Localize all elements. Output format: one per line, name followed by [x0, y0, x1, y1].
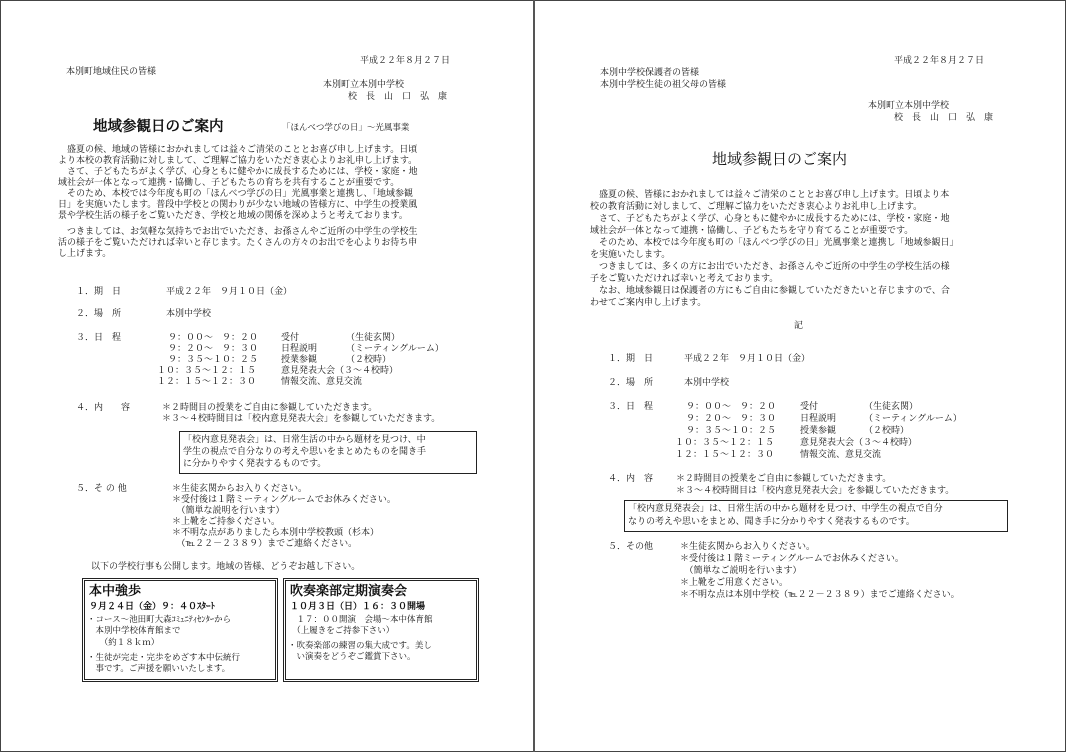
right-body-line: 子をご覧いただければ幸いと考えております。 — [590, 274, 779, 284]
other-line: ＊生徒玄関からお入りください。 — [680, 542, 816, 552]
schedule-time: ９：２０～ ９：３０ — [686, 414, 777, 424]
left-addressee: 本別町地域住民の皆様 — [66, 67, 157, 77]
other-line: （簡単な説明を行います） — [172, 506, 285, 516]
left-content-line: ＊２時間目の授業をご自由に参観していただきます。 — [162, 403, 378, 413]
schedule-note: （２校時） — [864, 426, 910, 436]
right-body-line: 域社会が一体となって連携・協働し、子どもたちを守り育てることが重要です。 — [590, 226, 914, 236]
schedule-time: ９：３５～１０：２５ — [168, 355, 259, 365]
schedule-desc: 受付 — [281, 333, 300, 343]
right-sender-principal: 校 長 山 口 弘 康 — [894, 113, 994, 123]
schedule-desc: 日程説明 — [800, 414, 837, 424]
note-line: 「校内意見発表会」は、日常生活の中から題材を見つけ、中 — [183, 435, 426, 445]
other-line: ＊不明な点がありましたら本別中学校教頭（杉本） — [172, 528, 380, 538]
note-line: 「校内意見発表会」は、日常生活の中から題材を見つけ、中学生の視点で自分 — [628, 504, 943, 514]
schedule-time: １０：３５～１２：１５ — [157, 366, 257, 376]
left-body-line: つきましては、お気軽な気持ちでお出でいただき、お孫さんやご近所の中学生の学校生 — [58, 227, 418, 237]
right-item2-label: ２．場 所 — [608, 378, 654, 388]
right-ki: 記 — [794, 321, 804, 331]
left-item2-label: ２．場 所 — [76, 309, 122, 319]
event-line: （約１８ｋｍ） — [87, 638, 160, 648]
event-line: 事です。ご声援を願いいたします。 — [87, 664, 231, 674]
other-line: ＊上靴をご用意ください。 — [680, 578, 789, 588]
left-item2-value: 本別中学校 — [166, 309, 212, 319]
right-addressee-1: 本別中学校保護者の皆様 — [600, 68, 700, 78]
left-note-box — [179, 431, 477, 474]
schedule-time: ９：２０～ ９：３０ — [168, 344, 259, 354]
left-body-line: し上げます。 — [58, 249, 112, 259]
other-line: ＊上靴をご持参ください。 — [172, 517, 281, 527]
right-item5-label: ５．その他 — [608, 542, 654, 552]
other-line: ＊受付後は１階ミーティングルームでお休みください。 — [680, 554, 904, 564]
right-item4-label: ４．内 容 — [608, 474, 654, 484]
schedule-time: １２：１５～１２：３０ — [675, 450, 775, 460]
right-sender-school: 本別町立本別中学校 — [868, 101, 950, 111]
left-sender-school: 本別町立本別中学校 — [323, 80, 405, 90]
right-body-line: そのため、本校では今年度も町の「ほんべつ学びの日」光風事業と連携し「地域参観日」 — [590, 238, 959, 248]
right-content-line: ＊３～４校時間目は「校内意見発表大会」を参観していただきます。 — [676, 486, 955, 496]
schedule-note: （２校時） — [346, 355, 392, 365]
schedule-time: ９：００～ ９：２０ — [686, 402, 777, 412]
schedule-desc: 日程説明 — [281, 344, 318, 354]
schedule-desc: 授業参観 — [281, 355, 318, 365]
schedule-note: （ミーティングルーム） — [864, 414, 962, 424]
left-body-line: 活の様子をご覧いただければ幸いと存じます。たくさんの方々のお出でを心よりお待ち申 — [58, 238, 418, 248]
left-content-line: ＊３～４校時間目は「校内意見発表大会」を参観していただきます。 — [162, 414, 441, 424]
event-line: ・吹奏楽部の練習の集大成です。美し — [288, 641, 432, 651]
left-body-line: そのため、本校では今年度も町の「ほんべつ学びの日」光風事業と連携し、「地域参観 — [58, 189, 413, 199]
schedule-desc: 意見発表大会（３～４校時） — [281, 366, 399, 376]
other-line: （℡２２－２３８９）までご連絡ください。 — [172, 539, 358, 549]
left-item5-label: ５．そ の 他 — [76, 484, 127, 494]
left-sender-principal: 校 長 山 口 弘 康 — [348, 92, 448, 102]
left-body-line: 日」を実施いたします。普段中学校との関わりが少ない地域の皆様方に、中学生の授業風 — [58, 200, 418, 210]
right-item1-value: 平成２２年 ９月１０日（金） — [684, 354, 811, 364]
left-item1-value: 平成２２年 ９月１０日（金） — [166, 287, 293, 297]
schedule-note: （ミーティングルーム） — [346, 344, 444, 354]
event-date: ９月２４日（金）９：４０ｽﾀｰﾄ — [89, 602, 216, 612]
event-box-concert — [283, 578, 479, 682]
note-line: なりの考えや思いをまとめ、聞き手に分かりやすく発表するものです。 — [628, 517, 915, 527]
schedule-desc: 情報交流、意見交流 — [281, 377, 363, 387]
left-date: 平成２２年８月２７日 — [360, 56, 451, 66]
event-title: 本中強歩 — [89, 584, 142, 599]
right-content-line: ＊２時間目の授業をご自由に参観していただきます。 — [676, 474, 892, 484]
schedule-desc: 受付 — [800, 402, 819, 412]
event-date: １０月３日（日）１６：３０開場 — [290, 602, 426, 612]
right-addressee-2: 本別中学校生徒の祖父母の皆様 — [600, 80, 727, 90]
right-item2-value: 本別中学校 — [684, 378, 730, 388]
left-item1-label: １．期 日 — [76, 287, 122, 297]
other-line: ＊生徒玄関からお入りください。 — [172, 484, 308, 494]
schedule-time: １０：３５～１２：１５ — [675, 438, 775, 448]
right-date: 平成２２年８月２７日 — [894, 56, 985, 66]
events-intro: 以下の学校行事も公開します。地域の皆様、どうぞお越し下さい。 — [91, 562, 361, 572]
other-line: ＊受付後は１階ミーティングルームでお休みください。 — [172, 495, 396, 505]
right-body-line: わせてご案内申し上げます。 — [590, 298, 707, 308]
page-divider — [533, 0, 535, 752]
event-line: い演奏をどうぞご鑑賞下さい。 — [288, 652, 416, 662]
left-body-line: 域社会が一体となって連携・協働し、子どもたちの育ちを共有することが重要です。 — [58, 178, 400, 188]
event-line: ・コース～池田町大森ｺﾐｭﾆﾃｨｾﾝﾀｰから — [87, 615, 232, 625]
schedule-note: （生徒玄関） — [346, 333, 401, 343]
left-body-line: 景や学校生活の様子をご覧いただき、学校と地域の関係を深めようと考えております。 — [58, 211, 408, 221]
schedule-time: １２：１５～１２：３０ — [157, 377, 257, 387]
schedule-time: ９：００～ ９：２０ — [168, 333, 259, 343]
note-line: に分かりやすく発表するものです。 — [183, 459, 327, 469]
left-body-line: 盛夏の候、地域の皆様におかれましては益々ご清栄のこととお喜び申し上げます。日頃 — [58, 145, 418, 155]
right-body-line: 校の教育活動に対しまして、ご理解ご協力をいただき衷心よりお礼申し上げます。 — [590, 202, 923, 212]
other-line: （簡単なご説明を行います） — [680, 566, 802, 576]
right-note-box — [624, 500, 1008, 532]
event-line: 本別中学校体育館まで — [87, 626, 181, 636]
right-body-line: なお、地域参観日は保護者の方にもご自由に参観していただきたいと存じますので、合 — [590, 286, 950, 296]
note-line: 学生の視点で自分なりの考えや思いをまとめたものを聞き手 — [183, 447, 427, 457]
right-item3-label: ３．日 程 — [608, 402, 654, 412]
left-body-line: さて、子どもたちがよく学び、心身ともに健やかに成長するためには、学校・家庭・地 — [58, 167, 418, 177]
event-line: １７：００開演 会場～本中体育館 — [288, 615, 433, 625]
right-title: 地域参観日のご案内 — [712, 150, 848, 168]
schedule-time: ９：３５～１０：２５ — [686, 426, 777, 436]
event-box-walk — [82, 578, 278, 682]
right-body-line: 盛夏の候、皆様におかれましては益々ご清栄のこととお喜び申し上げます。日頃より本 — [590, 190, 950, 200]
event-line: ・生徒が完走・完歩をめざす本中伝統行 — [87, 653, 241, 663]
left-body-line: より本校の教育活動に対しまして、ご理解ご協力をいただき衷心よりお礼申し上げます。 — [58, 156, 418, 166]
left-item4-label: ４．内 容 — [76, 403, 131, 413]
right-body-line: さて、子どもたちがよく学び、心身ともに健やかに成長するためには、学校・家庭・地 — [590, 214, 950, 224]
event-line: （上履きをご持参下さい） — [288, 626, 395, 636]
left-title: 地域参観日のご案内 — [93, 119, 224, 135]
other-line: ＊不明な点は本別中学校（℡２２－２３８９）までご連絡ください。 — [680, 590, 960, 600]
schedule-desc: 授業参観 — [800, 426, 837, 436]
schedule-note: （生徒玄関） — [864, 402, 919, 412]
left-title-sub: 「ほんべつ学びの日」～光風事業 — [282, 123, 410, 133]
left-item3-label: ３．日 程 — [76, 333, 122, 343]
schedule-desc: 意見発表大会（３～４校時） — [800, 438, 918, 448]
schedule-desc: 情報交流、意見交流 — [800, 450, 882, 460]
right-body-line: を実施いたします。 — [590, 250, 671, 260]
event-title: 吹奏楽部定期演奏会 — [290, 584, 408, 599]
right-body-line: つきましては、多くの方にお出でいただき、お孫さんやご近所の中学生の学校生活の様 — [590, 262, 950, 272]
right-item1-label: １．期 日 — [608, 354, 654, 364]
